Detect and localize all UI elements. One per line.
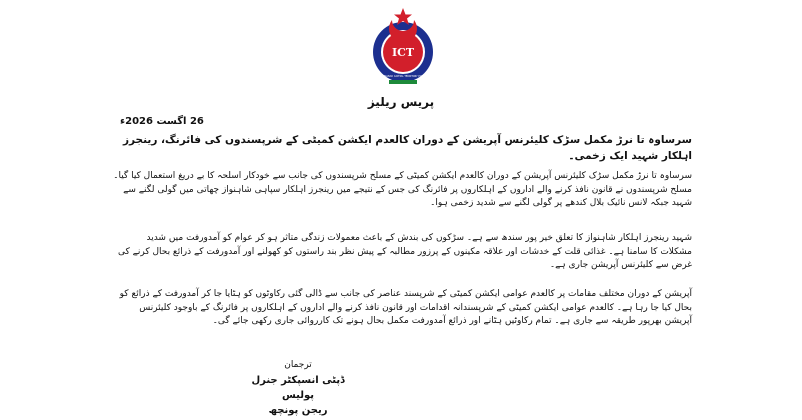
- press-release-title: پریس ریلیز: [367, 95, 435, 109]
- headline: سرساوہ تا نرڑ مکمل سڑک کلیئرنس آپریشن کے دوران کالعدم ایکشن کمیٹی کے شرپسندوں کی فائرنگ، رینجرز اہلکار شہید ایک زخمی۔: [122, 134, 692, 162]
- signature-region: ریجن پونچھ: [268, 405, 328, 416]
- logo-green-bar: [389, 80, 417, 84]
- logo-emblem-text: ICT: [391, 46, 415, 59]
- signature-role: ترجمان: [284, 360, 312, 370]
- release-date: 26 اگست 2026ء: [120, 116, 204, 127]
- logo-ring-text: ISLAMABAD CAPITAL TERRITORY POLICE: [379, 75, 427, 78]
- signature-block: [250, 358, 346, 418]
- signature-office: ڈپٹی انسپکٹر جنرل پولیس: [251, 375, 345, 401]
- paragraph-2: شہید رینجرز اہلکار شاہنواز کا تعلق خیر پور سندھ سے ہے۔ سڑکوں کی بندش کے باعث معمولات زندگی متاثر ہو کر عوام کو آمدورفت میں شدید مشکلات کا سامنا ہے۔ غذائی قلت کے خدشات اور علاقہ مکینوں کے پرزور مطالبہ کے پیش نظر بند راستوں کو کھولنے اور آمدورفت کے ذرائع بحال کرنے کی غرض سے کلیئرنس آپریشن جاری ہے۔: [117, 233, 692, 270]
- police-logo: [367, 6, 439, 86]
- paragraph-3: آپریشن کے دوران مختلف مقامات پر کالعدم عوامی ایکشن کمیٹی کے شرپسند عناصر کی جانب سے ڈالی گئی رکاوٹوں کو ہٹایا جا کر آمدورفت کے ذرائع کو بحال کیا جا رہا ہے۔ کالعدم عوامی ایکشن کمیٹی کے شرپسندانہ اقدامات اور قانون نافذ کرنے والے اداروں کے اہلکاروں پر فائرنگ کے باوجود کلیئرنس آپریشن بھرپور طریقہ سے جاری ہے۔ تمام رکاوٹیں ہٹانے اور ذرائع آمدورفت مکمل بحال ہونے تک کارروائی جاری رکھی جائے گی۔: [119, 289, 692, 326]
- paragraph-1: سرساوہ تا نرڑ مکمل سڑک کلیئرنس آپریشن کے دوران کالعدم ایکشن کمیٹی کے مسلح شرپسندوں کی جانب سے خودکار اسلحہ کا بے دریغ استعمال کیا گیا۔ مسلح شرپسندوں نے قانون نافذ کرنے والے اداروں کے اہلکاروں پر فائرنگ کی جس کے نتیجے میں رینجرز اہلکار سپاہی شاہنواز چھاتی میں گولی لگنے سے شہید جبکہ لانس نائیک بلال کندھے پر گولی لگنے سے شدید زخمی ہوا۔: [113, 171, 692, 208]
